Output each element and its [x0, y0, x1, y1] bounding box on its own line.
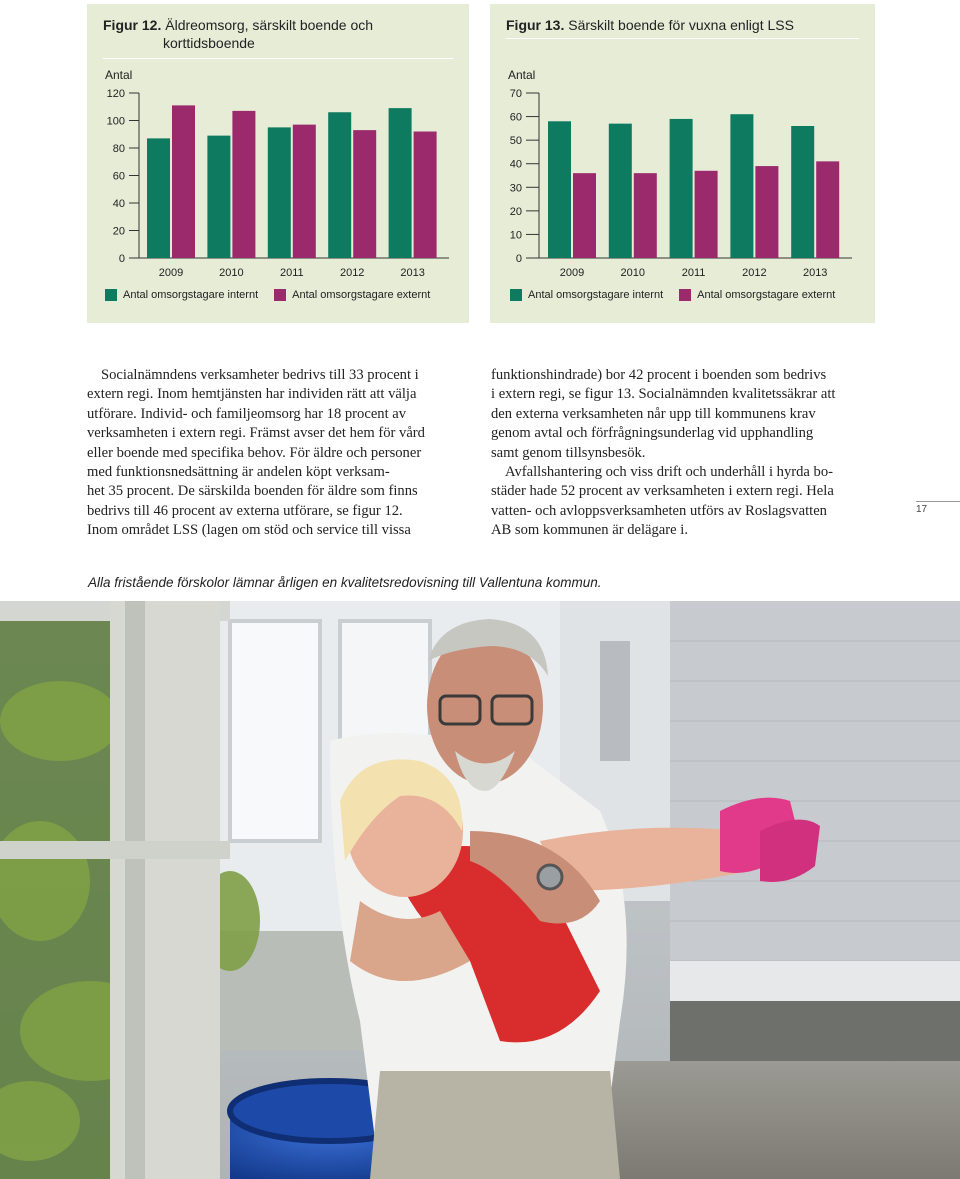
body-line: Socialnämndens verksamheter bedrivs till 33 procent i — [101, 367, 419, 383]
bar-internal-2009 — [548, 121, 571, 258]
x-tick-label: 2009 — [158, 267, 184, 279]
body-line: den externa verksamheten når upp till kommunens krav — [491, 405, 816, 422]
body-line: eller boende med specifika behov. För äldre och personer — [87, 444, 422, 461]
body-line: verksamheten i extern regi. Främst avser det hem för vård — [87, 425, 425, 442]
legend-label-external: Antal omsorgstagare externt — [292, 289, 431, 301]
y-tick-label: 100 — [106, 115, 125, 128]
body-line: genom avtal och förfrågningsunderlag vid upphandling — [491, 425, 814, 442]
x-tick-label: 2010 — [620, 267, 646, 279]
body-line: med funktionsnedsättning är andelen köpt verksam- — [87, 464, 390, 481]
page-number: 17 — [916, 504, 928, 515]
body-line: vatten- och avloppsverksamheten utförs av Roslagsvatten — [491, 502, 827, 519]
body-line: Inom området LSS (lagen om stöd och service till vissa — [87, 522, 411, 539]
body-column-right — [491, 366, 861, 541]
bar-external-2012 — [353, 130, 376, 258]
figure-12-chart — [87, 4, 469, 284]
x-tick-label: 2009 — [559, 267, 585, 279]
y-tick-label: 40 — [509, 158, 522, 171]
photo-grandfather-and-child — [0, 601, 960, 1179]
x-tick-label: 2013 — [802, 267, 828, 279]
x-tick-label: 2013 — [400, 267, 425, 279]
legend-swatch-internal — [510, 289, 522, 301]
y-axis-label: Antal — [508, 68, 536, 82]
legend-swatch-external — [679, 289, 691, 301]
body-line: Avfallshantering och viss drift och underhåll i hyrda bo- — [505, 464, 834, 481]
bar-internal-2011 — [268, 127, 291, 258]
x-tick-label: 2011 — [681, 267, 706, 279]
bar-external-2011 — [695, 171, 718, 258]
legend-label-internal: Antal omsorgstagare internt — [528, 289, 664, 301]
x-tick-label: 2010 — [219, 267, 244, 279]
bar-external-2010 — [232, 111, 255, 258]
bar-external-2013 — [414, 132, 437, 259]
photo-caption: Alla fristående förskolor lämnar årligen en kvalitetsredovisning till Vallentuna kommun. — [88, 575, 602, 590]
y-tick-label: 40 — [112, 198, 125, 210]
bar-external-2011 — [293, 125, 316, 258]
bar-internal-2012 — [730, 114, 753, 258]
y-tick-label: 0 — [515, 253, 522, 265]
figure-13-title-line1: Särskilt boende för vuxna enligt LSS — [568, 17, 794, 33]
body-line: samt genom tillsynsbesök. — [491, 444, 646, 461]
bar-internal-2012 — [328, 112, 351, 258]
bar-internal-2009 — [147, 138, 170, 258]
bar-internal-2013 — [389, 108, 412, 258]
body-line: het 35 procent. De särskilda boenden för äldre som finns — [87, 483, 418, 500]
y-tick-label: 80 — [112, 143, 125, 155]
legend-label-internal: Antal omsorgstagare internt — [123, 289, 259, 301]
legend-swatch-external — [274, 289, 286, 301]
y-tick-label: 120 — [106, 88, 125, 100]
y-tick-label: 0 — [118, 253, 125, 265]
bar-external-2009 — [172, 105, 195, 258]
x-tick-label: 2012 — [339, 267, 365, 279]
figure-13-chart — [490, 4, 875, 284]
y-tick-label: 60 — [112, 170, 125, 183]
bar-external-2009 — [573, 173, 596, 258]
figure-12-panel — [87, 4, 469, 323]
y-tick-label: 20 — [509, 205, 522, 218]
figure-13-label: Figur 13. — [506, 17, 565, 33]
x-tick-label: 2012 — [742, 267, 767, 279]
legend-swatch-internal — [105, 289, 117, 301]
x-tick-label: 2011 — [279, 267, 304, 279]
y-tick-label: 50 — [509, 135, 522, 148]
figure-12-legend — [105, 289, 430, 301]
figure-12-title-line1: Äldreomsorg, särskilt boende och — [165, 17, 374, 33]
figure-12-title-line2: korttidsboende — [163, 35, 255, 51]
figure-13-legend — [510, 289, 835, 301]
figure-13-panel — [490, 4, 875, 323]
bar-internal-2013 — [791, 126, 814, 258]
bar-internal-2011 — [670, 119, 693, 258]
body-line: funktionshindrade) bor 42 procent i boenden som bedrivs — [491, 367, 827, 383]
y-axis-label: Antal — [105, 68, 133, 82]
body-line: utförare. Individ- och familjeomsorg har 18 procent av — [87, 405, 407, 422]
bar-internal-2010 — [609, 124, 632, 258]
y-tick-label: 30 — [509, 182, 522, 195]
y-tick-label: 10 — [509, 229, 522, 242]
y-tick-label: 60 — [509, 111, 522, 124]
page-number-rule — [916, 501, 960, 502]
figure-12-label: Figur 12. — [103, 17, 162, 33]
body-line: i extern regi, se figur 13. Socialnämnden kvalitetssäkrar att — [491, 386, 836, 403]
bar-external-2012 — [755, 166, 778, 258]
bar-internal-2010 — [207, 136, 230, 258]
body-column-left — [87, 366, 457, 541]
photo-illustration — [0, 601, 960, 1179]
body-line: städer hade 52 procent av verksamheten i extern regi. Hela — [491, 483, 834, 500]
bar-external-2010 — [634, 173, 657, 258]
legend-label-external: Antal omsorgstagare externt — [697, 289, 836, 301]
body-line: bedrivs till 46 procent av externa utförare, se figur 12. — [87, 502, 403, 519]
body-line: extern regi. Inom hemtjänsten har individen rätt att välja — [87, 386, 417, 403]
y-tick-label: 70 — [509, 88, 522, 100]
y-tick-label: 20 — [112, 225, 125, 238]
body-line: AB som kommunen är delägare i. — [491, 522, 688, 539]
bar-external-2013 — [816, 161, 839, 258]
